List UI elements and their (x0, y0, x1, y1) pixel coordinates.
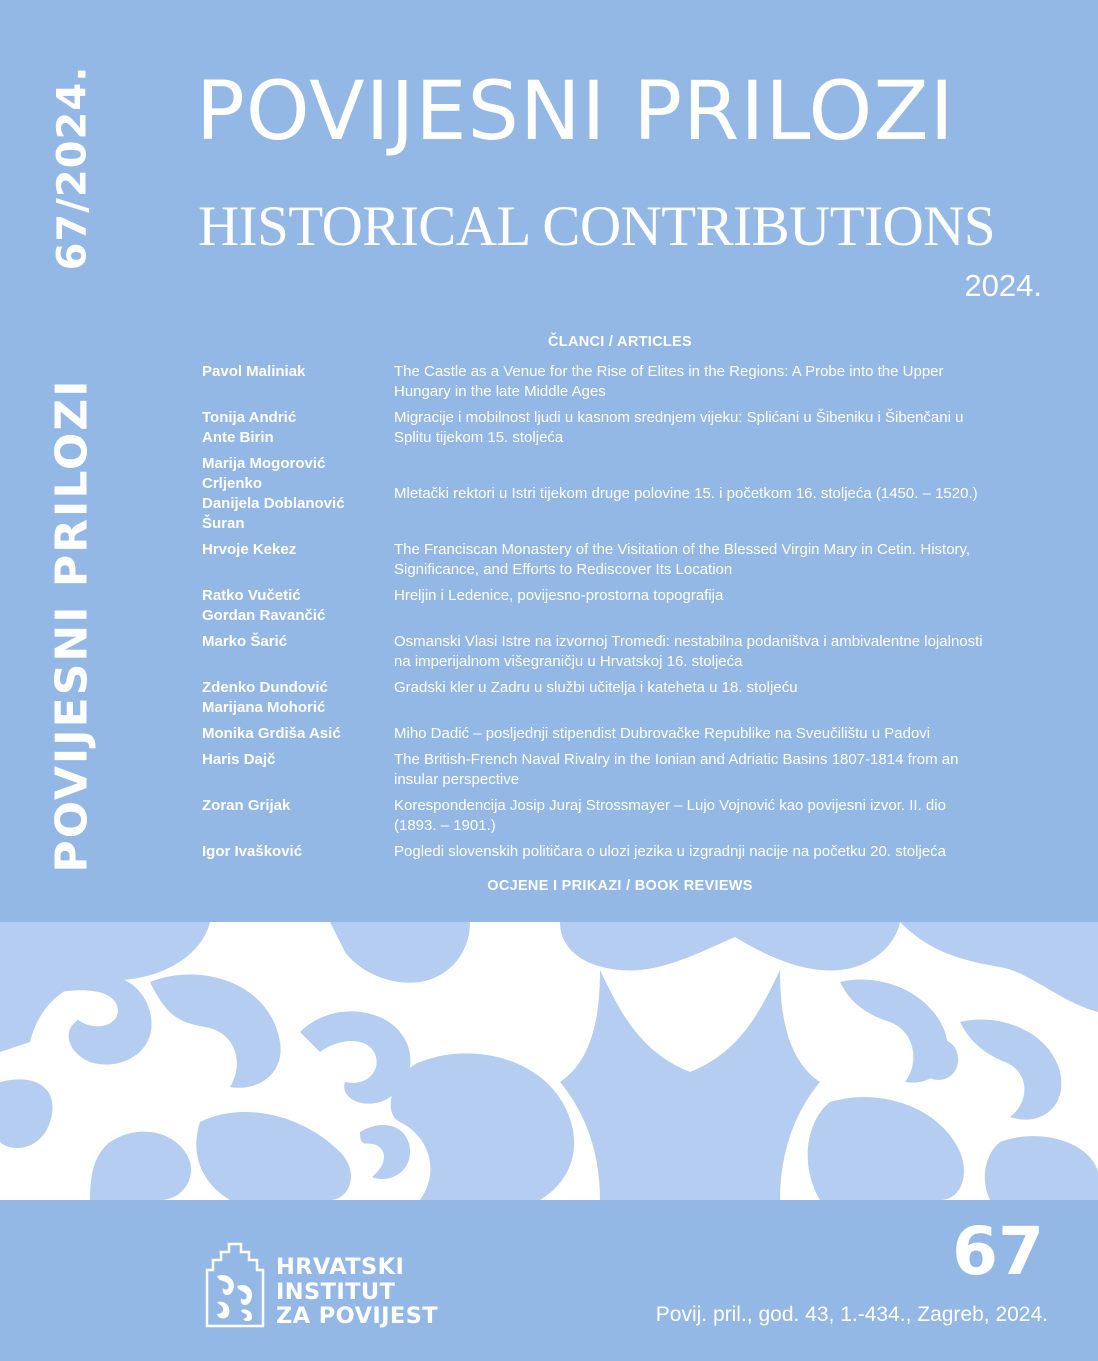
article-title (394, 362, 1044, 402)
author-line: Ante Birin (202, 429, 274, 446)
article-title (394, 586, 1044, 606)
author-line: Šuran (202, 515, 245, 532)
article-row (202, 586, 1044, 626)
article-row (202, 540, 1044, 580)
citation-line: Povij. pril., god. 43, 1.-434., Zagreb, 2024. (655, 1303, 1048, 1326)
publisher-name (276, 1255, 438, 1329)
author-line: Pavol Maliniak (202, 363, 306, 380)
spine-issue (22, 65, 122, 271)
author-line: Zoran Grijak (202, 797, 291, 814)
title-line: na imperijalnom višegraničju u Hrvatskoj 16. stoljeća (394, 653, 743, 670)
article-authors (202, 678, 394, 718)
title-line: Osmanski Vlasi Istre na izvornoj Tromeđi: nestabilna podaništva i ambivalentne lojalnosti (394, 633, 983, 650)
title-line: (1893. – 1901.) (394, 817, 496, 834)
title-line: insular perspective (394, 771, 520, 788)
author-line: Monika Grdiša Asić (202, 725, 341, 742)
title-line: Korespondencija Josip Juraj Strossmayer – Lujo Vojnović kao povijesni izvor. II. dio (394, 797, 946, 814)
title-line: Significance, and Efforts to Rediscover Its Location (394, 561, 733, 578)
ornament-pattern (0, 922, 1098, 1200)
publisher-line: HRVATSKI (276, 1254, 405, 1280)
article-authors (202, 454, 394, 534)
author-line: Marko Šarić (202, 633, 288, 650)
author-line: Marijana Mohorić (202, 699, 326, 716)
article-title (394, 796, 1044, 836)
publisher-line: INSTITUT (276, 1278, 396, 1305)
article-title (394, 678, 1044, 698)
journal-title: POVIJESNI PRILOZI (196, 65, 955, 159)
spine-title (22, 377, 122, 873)
article-authors (202, 724, 394, 744)
title-line: Hungary in the late Middle Ages (394, 383, 606, 400)
article-title (394, 842, 1044, 862)
journal-year: 2024. (964, 268, 1042, 303)
articles-heading: ČLANCI / ARTICLES (548, 334, 692, 350)
institute-logo (203, 1240, 267, 1328)
title-line: Pogledi slovenskih političara o ulozi jezika u izgradnji nacije na početku 20. stoljeća (394, 843, 946, 860)
article-authors (202, 796, 394, 816)
article-title (394, 750, 1044, 790)
author-line: Danijela Doblanović (202, 495, 345, 512)
title-line: The Franciscan Monastery of the Visitation of the Blessed Virgin Mary in Cetin. History, (394, 541, 971, 558)
article-authors (202, 842, 394, 862)
article-row (202, 750, 1044, 790)
article-title (394, 484, 1044, 504)
author-line: Haris Dajč (202, 751, 276, 768)
title-line: Mletački rektori u Istri tijekom druge polovine 15. i početkom 16. stoljeća (1450. – 1520.) (394, 485, 978, 502)
article-authors (202, 408, 394, 448)
article-title (394, 540, 1044, 580)
article-title (394, 724, 1044, 744)
spine-title-text: POVIJESNI PRILOZI (46, 377, 98, 873)
title-line: Miho Dadić – posljednji stipendist Dubrovačke Republike na Sveučilištu u Padovi (394, 725, 931, 742)
reviews-heading: OCJENE I PRIKAZI / BOOK REVIEWS (487, 878, 753, 894)
article-row (202, 796, 1044, 836)
article-authors (202, 750, 394, 770)
author-line: Zdenko Dundović (202, 679, 328, 696)
author-line: Igor Ivašković (202, 843, 303, 860)
author-line: Crljenko (202, 475, 263, 492)
title-line: The British-French Naval Rivalry in the Ionian and Adriatic Basins 1807-1814 from an (394, 751, 959, 768)
title-line: Migracije i mobilnost ljudi u kasnom srednjem vijeku: Splićani u Šibeniku i Šibenčani u (394, 409, 964, 426)
article-authors (202, 632, 394, 652)
title-line: Splitu tijekom 15. stoljeća (394, 429, 564, 446)
article-authors (202, 540, 394, 560)
article-row (202, 362, 1044, 402)
article-row (202, 724, 1044, 744)
author-line: Hrvoje Kekez (202, 541, 297, 558)
author-line: Gordan Ravančić (202, 607, 326, 624)
author-line: Ratko Vučetić (202, 587, 301, 604)
article-title (394, 408, 1044, 448)
article-row (202, 678, 1044, 718)
article-row (202, 408, 1044, 448)
publisher-line: ZA POVIJEST (276, 1303, 439, 1329)
spine-issue-text: 67/2024. (49, 65, 96, 271)
title-line: Gradski kler u Zadru u službi učitelja i kateheta u 18. stoljeću (394, 679, 798, 696)
institute-emblem-icon (203, 1240, 267, 1328)
article-authors (202, 586, 394, 626)
issue-number: 67 (952, 1213, 1044, 1290)
journal-subtitle: HISTORICAL CONTRIBUTIONS (198, 195, 996, 258)
author-line: Marija Mogorović (202, 455, 326, 472)
title-line: The Castle as a Venue for the Rise of Elites in the Regions: A Probe into the Upper (394, 363, 944, 380)
ornament-band (0, 922, 1098, 1200)
article-row (202, 842, 1044, 862)
title-line: Hreljin i Ledenice, povijesno-prostorna topografija (394, 587, 724, 604)
article-row (202, 454, 1044, 534)
article-row (202, 632, 1044, 672)
article-title (394, 632, 1044, 672)
table-of-contents (202, 362, 1044, 868)
article-authors (202, 362, 394, 382)
author-line: Tonija Andrić (202, 409, 297, 426)
